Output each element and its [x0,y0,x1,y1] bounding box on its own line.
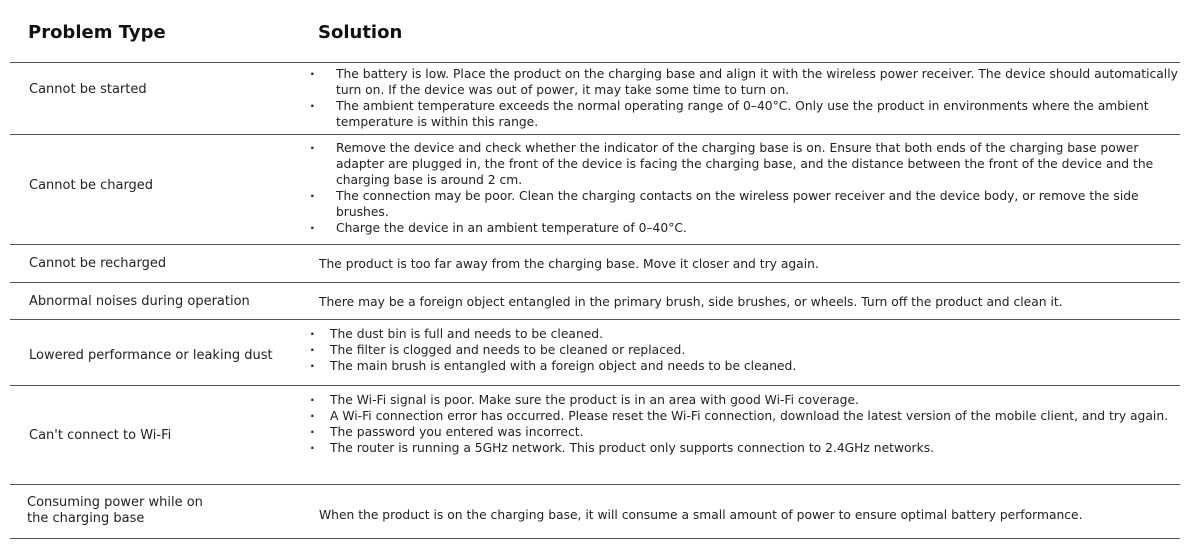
solution-heading: Solution [318,22,403,43]
solution-item: · The battery is low. Place the product on the charging base and align it with the wireless power receiver. The device should automatically turn on. If the device was out of power, it may take some time to turn on. [302,66,1180,98]
problem-type-heading: Problem Type [28,22,166,43]
solution-item: · The ambient temperature exceeds the normal operating range of 0–40°C. Only use the product in environments where the ambient temperature is within this range. [302,98,1180,130]
solution-item: · The password you entered was incorrect. [302,424,1180,440]
table-row [10,320,1180,386]
problem-cell: Cannot be recharged [29,256,167,271]
table-row [10,245,1180,283]
problem-cell: Cannot be started [29,82,147,97]
solution-cell [302,140,1180,236]
solution-item: · The connection may be poor. Clean the charging contacts on the wireless power receiver and the device body, or remove the side brushes. [302,188,1180,220]
problem-cell: Consuming power while on the charging base [27,495,203,526]
solution-cell: The product is too far away from the charging base. Move it closer and try again. [319,257,819,271]
solution-item: · Charge the device in an ambient temperature of 0–40°C. [302,220,1180,236]
solution-cell [302,66,1180,130]
solution-item: · The dust bin is full and needs to be cleaned. [302,326,1180,342]
problem-cell: Cannot be charged [29,178,154,193]
solution-cell: There may be a foreign object entangled in the primary brush, side brushes, or wheels. Turn off the product and clean it. [319,295,1063,309]
table-row [10,62,1180,135]
table-row [10,386,1180,485]
solution-item: · A Wi-Fi connection error has occurred. Please reset the Wi-Fi connection, download the latest version of the mobile client, and try again. [302,408,1180,424]
solution-cell: When the product is on the charging base, it will consume a small amount of power to ensure optimal battery performance. [319,508,1083,522]
solution-item: · The Wi-Fi signal is poor. Make sure the product is in an area with good Wi-Fi coverage. [302,392,1180,408]
solution-cell [302,392,1180,456]
table-header [10,0,1180,63]
problem-cell: Can't connect to Wi-Fi [29,428,172,443]
solution-item: · The filter is clogged and needs to be cleaned or replaced. [302,342,1180,358]
problem-cell: Abnormal noises during operation [29,294,250,309]
table-row [10,135,1180,245]
solution-item: · Remove the device and check whether the indicator of the charging base is on. Ensure that both ends of the charging base power adapter are plugged in, the front of the device is facing the charging base, and the distance between the front of the device and the charging base is around 2 cm. [302,140,1180,188]
solution-cell [302,326,1180,374]
table-row [10,283,1180,320]
solution-item: · The main brush is entangled with a foreign object and needs to be cleaned. [302,358,1180,374]
table-row [10,485,1180,539]
solution-item: · The router is running a 5GHz network. This product only supports connection to 2.4GHz networks. [302,440,1180,456]
problem-cell: Lowered performance or leaking dust [29,348,273,363]
